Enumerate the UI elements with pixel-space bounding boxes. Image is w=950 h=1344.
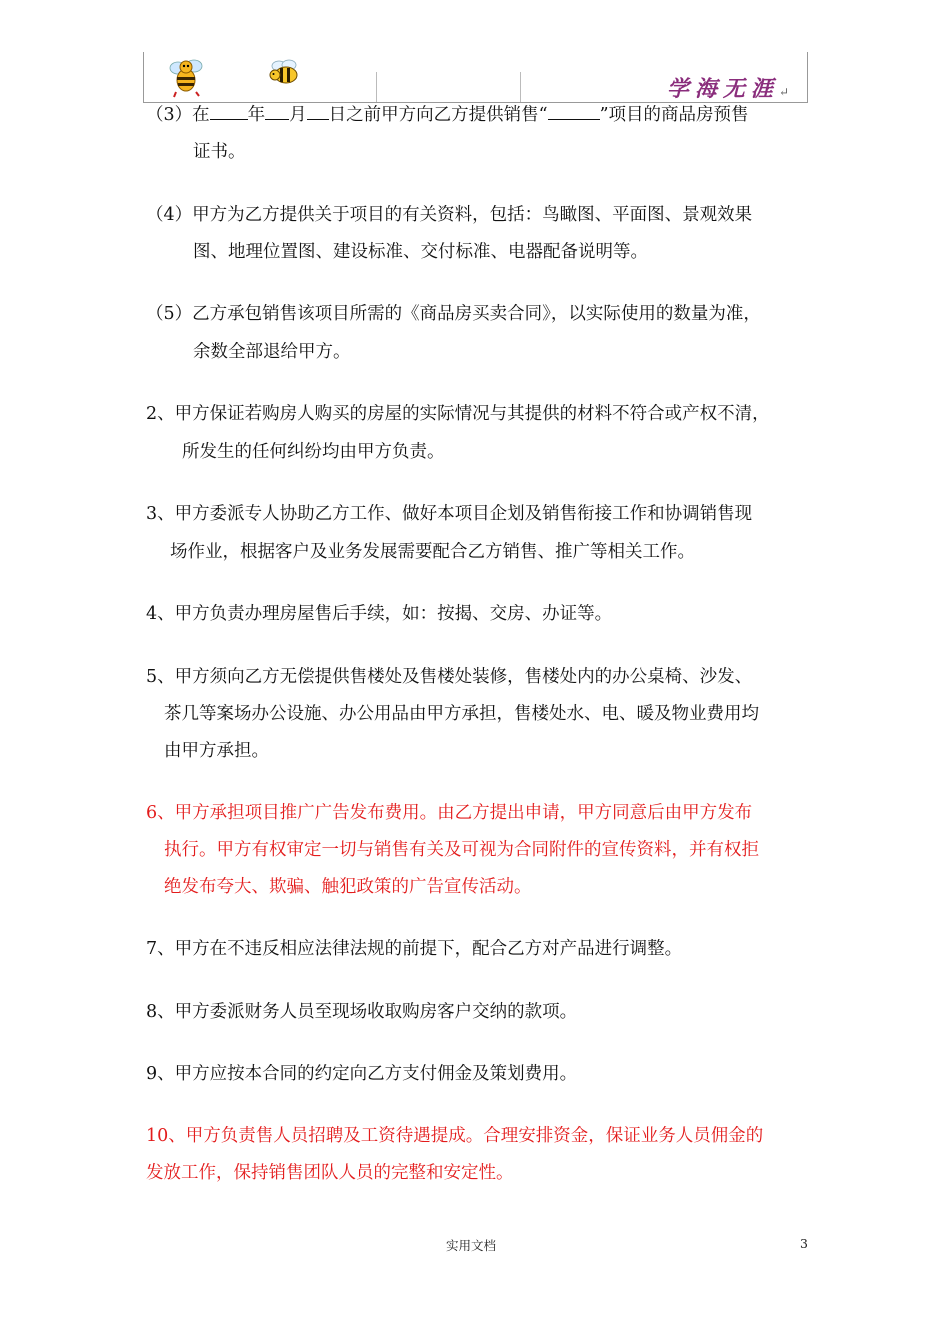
project-name-blank (548, 101, 600, 120)
item-9-line1: 9、甲方应按本合同的约定向乙方支付佣金及策划费用。 (146, 1064, 578, 1084)
item-3-line2: 场作业，根据客户及业务发展需要配合乙方销售、推广等相关工作。 (170, 542, 695, 562)
bee-icon (166, 54, 206, 98)
item-2-line2: 所发生的任何纠纷均由甲方负责。 (182, 442, 445, 462)
subitem-5-line2: 余数全部退给甲方。 (193, 342, 351, 362)
subitem-4-line2: 图、地理位置图、建设标准、交付标准、电器配备说明等。 (193, 242, 648, 262)
subitem-3-line2: 证书。 (193, 142, 246, 162)
item-2-line1: 2、甲方保证若购房人购买的房屋的实际情况与其提供的材料不符合或产权不清， (146, 404, 770, 424)
item-5-line3: 由甲方承担。 (164, 741, 269, 761)
footer-label: 实用文档 (446, 1238, 497, 1253)
page-header (143, 52, 808, 103)
item-3-line1: 3、甲方委派专人协助乙方工作、做好本项目企划及销售衔接工作和协调销售现 (146, 504, 753, 524)
item-7-line1: 7、甲方在不违反相应法律法规的前提下，配合乙方对产品进行调整。 (146, 939, 683, 959)
page-number: 3 (800, 1236, 808, 1251)
brand-logo: 学海无涯↵ (666, 76, 789, 102)
item-6-line2: 执行。甲方有权审定一切与销售有关及可视为合同附件的宣传资料，并有权拒 (164, 840, 759, 860)
day-blank (307, 101, 329, 120)
item-10-line1: 10、甲方负责售人员招聘及工资待遇提成。合理安排资金，保证业务人员佣金的 (146, 1126, 764, 1146)
item-5-line1: 5、甲方须向乙方无偿提供售楼处及售楼处装修，售楼处内的办公桌椅、沙发、 (146, 667, 753, 687)
month-blank (265, 101, 289, 120)
year-blank (210, 101, 248, 120)
subitem-5-line1: （5）乙方承包销售该项目所需的《商品房买卖合同》，以实际使用的数量为准， (146, 304, 761, 324)
item-6-line3: 绝发布夸大、欺骗、触犯政策的广告宣传活动。 (164, 877, 532, 897)
subitem-4-line1: （4）甲方为乙方提供关于项目的有关资料，包括：鸟瞰图、平面图、景观效果 (146, 205, 753, 225)
item-4-line1: 4、甲方负责办理房屋售后手续，如：按揭、交房、办证等。 (146, 604, 613, 624)
item-6-line1: 6、甲方承担项目推广广告发布费用。由乙方提出申请，甲方同意后由甲方发布 (146, 803, 753, 823)
item-10-line2: 发放工作，保持销售团队人员的完整和安定性。 (146, 1163, 514, 1183)
item-5-line2: 茶几等案场办公设施、办公用品由甲方承担，售楼处水、电、暖及物业费用均 (164, 704, 759, 724)
return-mark: ↵ (778, 85, 789, 99)
subitem-3-line1: （3）在 年 月 日之前甲方向乙方提供销售“ ”项目的商品房预售 (146, 97, 749, 134)
item-8-line1: 8、甲方委派财务人员至现场收取购房客户交纳的款项。 (146, 1002, 578, 1022)
bee-icon (266, 58, 302, 86)
